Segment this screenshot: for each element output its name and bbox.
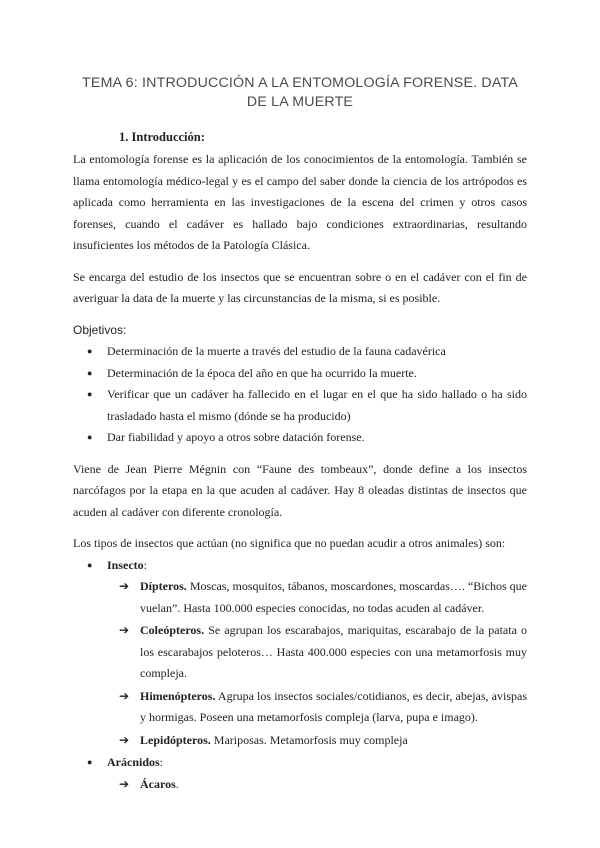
order-text: Moscas, mosquitos, tábanos, moscardones, moscardas…. “Bichos que vuelan”. Hasta 100.000 especies conocidas, no todas acuden al cadáver. xyxy=(140,579,527,615)
objective-item xyxy=(73,363,527,385)
order-item xyxy=(119,730,527,752)
order-item xyxy=(119,774,527,796)
objective-text: Dar fiabilidad y apoyo a otros sobre datación forense. xyxy=(107,430,365,444)
order-text: Mariposas. Metamorfosis muy compleja xyxy=(210,732,408,747)
order-name: Lepidópteros. xyxy=(140,732,211,747)
objective-item xyxy=(73,384,527,427)
order-name: Coleópteros. xyxy=(140,623,205,637)
group-suffix: : xyxy=(159,755,164,769)
group-item-insecto xyxy=(73,555,527,577)
group-name: Arácnidos xyxy=(107,755,160,769)
bullet-icon: ● xyxy=(87,367,93,378)
group-name: Insecto xyxy=(107,557,144,572)
megnin-paragraph: Viene de Jean Pierre Mégnin con “Faune des tombeaux”, donde define a los insectos narcófagos por la etapa en la que acuden al cadáver. Hay 8 oleadas distintas de insectos que acuden al cadáver con diferente cronología. xyxy=(73,461,527,519)
arrow-icon: ➔ xyxy=(119,732,130,747)
arrow-icon: ➔ xyxy=(119,579,130,593)
insecto-orders-list xyxy=(73,576,527,751)
scope-paragraph: Se encarga del estudio de los insectos que se encuentran sobre o en el cadáver con el fin de averiguar la data de la muerte y las circunstancias de la misma, si es posible. xyxy=(73,269,527,305)
objective-text: Verificar que un cadáver ha fallecido en el lugar en el que ha sido hallado o ha sido trasladado hasta el mismo (dónde se ha producido) xyxy=(107,387,527,423)
order-text: Se agrupan los escarabajos, mariquitas, escarabajo de la patata o los escarabajos peloteros… Hasta 400.000 especies con una metamorfosis muy compleja. xyxy=(140,623,527,680)
order-item xyxy=(119,576,527,619)
objectives-label: Objetivos: xyxy=(73,322,127,337)
bullet-icon: ● xyxy=(87,757,93,767)
types-intro: Los tipos de insectos que actúan (no significa que no puedan acudir a otros animales) son: xyxy=(73,536,506,550)
order-item xyxy=(119,686,527,729)
arachnid-groups-list xyxy=(73,752,527,774)
document-title: TEMA 6: INTRODUCCIÓN A LA ENTOMOLOGÍA FORENSE. DATA DE LA MUERTE xyxy=(82,75,518,110)
objective-item xyxy=(73,427,527,449)
order-text: . xyxy=(175,776,179,791)
insect-groups-list xyxy=(73,555,527,577)
order-item xyxy=(119,620,527,685)
arrow-icon: ➔ xyxy=(119,776,130,791)
aracnidos-orders-list xyxy=(73,774,527,796)
intro-paragraph: La entomología forense es la aplicación de los conocimientos de la entomología. También se llama entomología médico-legal y es el campo del saber donde la ciencia de los artrópodos es aplicada como herramienta en las investigaciones de la escena del crimen y otros casos forenses, cuando el cadáver es hallado bajo condiciones extraordinarias, resultando insuficientes los métodos de la Patología Clásica. xyxy=(73,152,527,252)
bullet-icon: ● xyxy=(87,346,93,356)
bullet-icon: ● xyxy=(87,432,93,442)
arrow-icon: ➔ xyxy=(119,688,130,703)
objectives-list xyxy=(73,341,527,449)
order-name: Dípteros. xyxy=(140,579,187,593)
section-heading: 1. Introducción: xyxy=(119,130,205,144)
group-suffix: : xyxy=(143,557,148,572)
order-name: Ácaros xyxy=(140,776,176,791)
objective-text: Determinación de la muerte a través del estudio de la fauna cadavérica xyxy=(107,344,446,358)
bullet-icon: ● xyxy=(87,559,93,570)
objective-text: Determinación de la época del año en que ha ocurrido la muerte. xyxy=(107,365,417,380)
bullet-icon: ● xyxy=(87,389,93,399)
objective-item xyxy=(73,341,527,363)
arrow-icon: ➔ xyxy=(119,623,130,637)
order-name: Himenópteros. xyxy=(140,688,216,703)
group-item-aracnidos xyxy=(73,752,527,774)
order-text: Agrupa los insectos sociales/cotidianos, es decir, abejas, avispas y hormigas. Poseen una metamorfosis compleja (larva, pupa e imago). xyxy=(140,688,527,724)
